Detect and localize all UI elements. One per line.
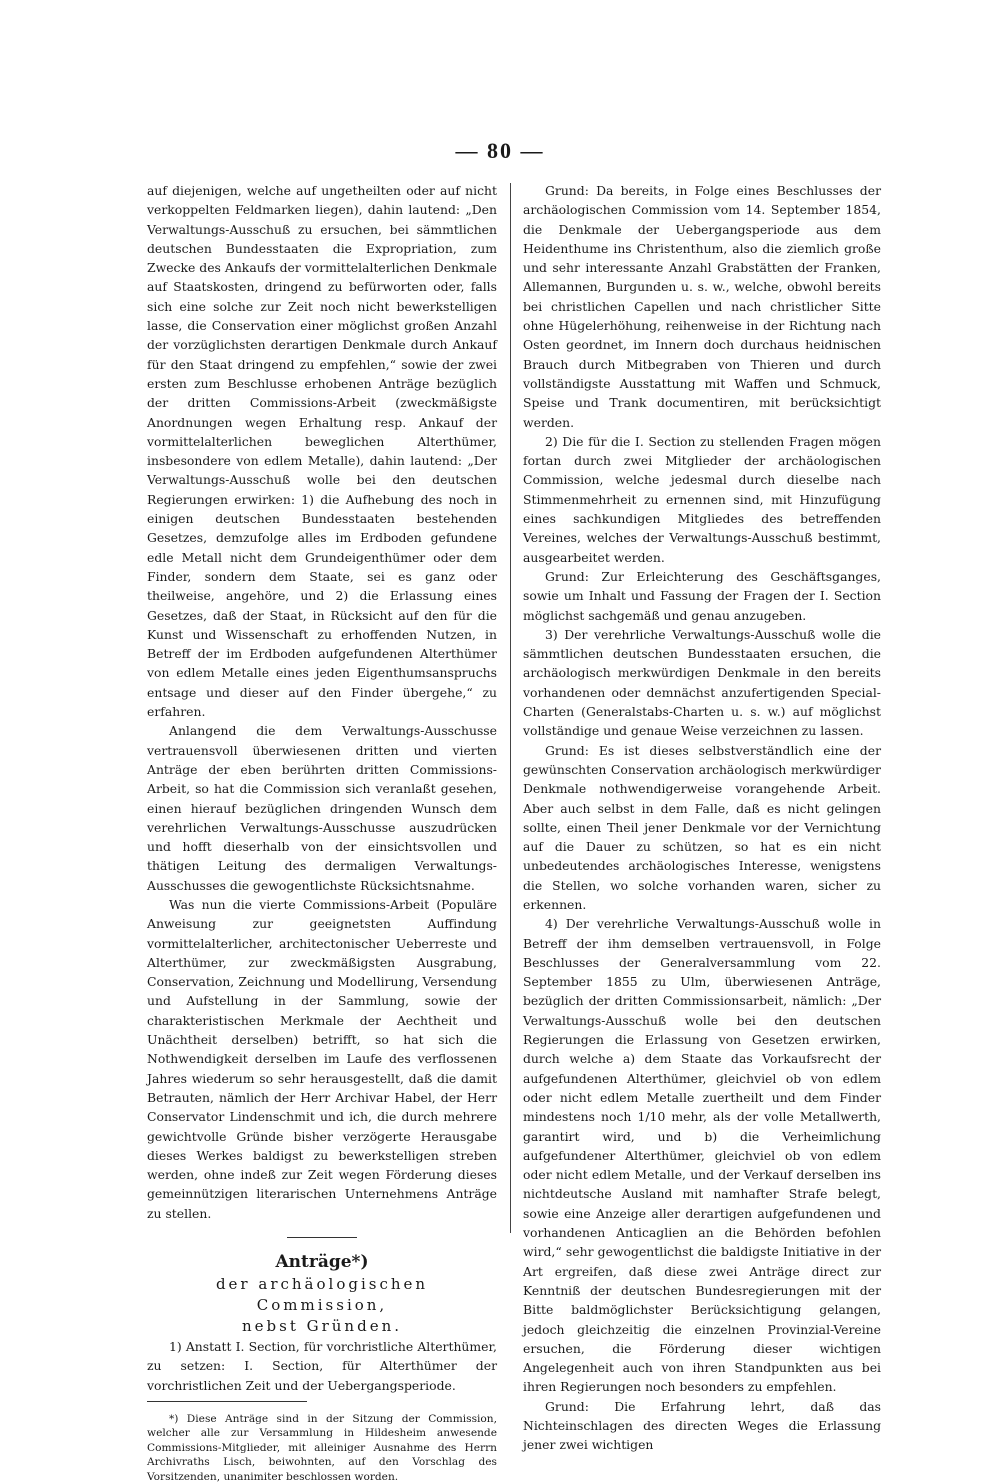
paragraph: Grund: Die Erfahrung lehrt, daß das Nichteinschlagen des directen Weges die Erlassung jener zwei wichtigen <box>523 1398 881 1453</box>
page-number: — 80 — <box>455 138 545 163</box>
motion-paragraph: 1) Anstatt I. Section, für vorchristliche Alterthümer, zu setzen: I. Section, für Alterthümer der vorchristlichen Zeit und der Uebergangsperiode. <box>147 1339 497 1393</box>
paragraph: 4) Der verehrliche Verwaltungs-Ausschuß wolle in Betreff der ihm demselben vertrauensvoll, in Folge Beschlusses der Generalversammlung vom 22. September 1855 zu Ulm, überwiesenen Anträge, bezüglich der dritten Commissionsarbeit, nämlich: „Der Verwaltungs-Ausschuß wolle bei den deutschen Regierungen die Erlassung von Gesetzen erwirken, durch welche a) dem Staate das Vorkaufsrecht der aufgefundenen Alterthümer, gleichviel ob von edlem oder nicht edlem Metalle zuertheilt und dem Finder mindestens noch 1/10 mehr, als der volle Metallwerth, garantirt wird, und b) die Verheimlichung aufgefundener Alterthümer, gleichviel ob von edlem oder nicht edlem Metalle, und der Verkauf derselben ins nichtdeutsche Ausland mit namhafter Strafe belegt, sowie eine Anzeige aller derartigen aufgefundenen und vorhandenen Anticaglien an die Behörden befohlen wird,“ sehr gewogentlichst die baldigste Initiative in der Art ergreifen, daß diese zwei Anträge direct zur Kenntniß der deutschen Bundesregierungen mit der Bitte baldmöglichster Berücksichtigung gelangen, jedoch gleichzeitig die einzelnen Provinzial-Vereine ersuchen, die Förderung dieser wichtigen Angelegenheit auch von ihren Standpunkten aus bei ihren Regierungen noch besonders zu empfehlen. <box>523 916 881 1395</box>
paragraph: Was nun die vierte Commissions-Arbeit (Populäre Anweisung zur geeignetsten Auffindung vormittelalterlicher, architectonischer Ueberreste und Alterthümer, zur zweckmäßigsten Ausgrabung, Conservation, Zeichnung und Modellirung, Versendung und Aufstellung in der Sammlung, sowie der charakteristischen Merkmale der Aechtheit und Unächtheit derselben) betrifft, so hat sich die Nothwendigkeit derselben im Laufe des verflossenen Jahres wiederum so sehr herausgestellt, daß die damit Betrauten, nämlich der Herr Archivar Habel, der Herr Conservator Lindenschmit und ich, die durch mehrere gewichtvolle Gründe bisher verzögerte Herausgabe dieses Werkes baldigst zu bewerkstelligen streben werden, ohne indeß zur Zeit wegen Förderung dieses gemeinnützigen literarischen Unternehmens Anträge zu stellen. <box>147 896 497 1221</box>
paragraph: 3) Der verehrliche Verwaltungs-Ausschuß wolle die sämmtlichen deutschen Bundesstaaten ersuchen, die archäologisch merkwürdigen Denkmale in den bereits vorhandenen oder demnächst anzufertigenden Special-Charten (Generalstabs-Charten u. s. w.) auf möglichst vollständige und genaue Weise verzeichnen zu lassen. <box>523 626 881 739</box>
section-separator <box>287 1237 357 1238</box>
section-subheading: der archäologischen Commission, <box>215 1275 429 1315</box>
section-heading: Anträge*) <box>275 1252 369 1273</box>
left-column <box>147 181 497 1484</box>
paragraph: 2) Die für die I. Section zu stellenden Fragen mögen fortan durch zwei Mitglieder der archäologischen Commission, welche jedesmal durch dieselbe nach Stimmenmehrheit zu ernennen sind, mit Hinzufügung eines sachkundigen Mitgliedes des betreffenden Vereines, welches der Verwaltungs-Ausschuß bestimmt, ausgearbeitet werden. <box>523 433 881 565</box>
footnote: *) Diese Anträge sind in der Sitzung der Commission, welcher alle zur Versammlung in Hildesheim anwesende Commissions-Mitglieder, mit alleiniger Ausnahme des Herrn Archivraths Lisch, beiwohnten, auf den Vorschlag des Vorsitzenden, unanimiter beschlossen worden. <box>147 1412 497 1483</box>
footnote-rule <box>147 1401 307 1402</box>
column-divider <box>510 183 511 1233</box>
paragraph: Grund: Es ist dieses selbstverständlich eine der gewünschten Conservation archäologisch merkwürdiger Denkmale nothwendigerweise vorangehende Arbeit. Aber auch selbst in dem Falle, daß es nicht gelingen sollte, einen Theil jener Denkmale vor der Vernichtung auf die Dauer zu schützen, so hat es ein nicht unbedeutendes archäologisches Interesse, wenigstens die Stellen, wo solche vorhanden waren, sicher zu erkennen. <box>523 742 881 912</box>
section-subheading: nebst Gründen. <box>241 1317 402 1336</box>
paragraph: Anlangend die dem Verwaltungs-Ausschusse vertrauensvoll überwiesenen dritten und vierten Anträge der eben berührten dritten Commissions-Arbeit, so hat die Commission sich veranlaßt gesehen, einen hierauf bezüglichen dringenden Wunsch dem verehrlichen Verwaltungs-Ausschusse auszudrücken und hofft dieserhalb von der einsichtsvollen und thätigen Leitung des dermaligen Verwaltungs-Ausschusses die gewogentlichste Rücksichtsnahme. <box>147 723 497 893</box>
right-column <box>523 181 881 1455</box>
paragraph: Grund: Zur Erleichterung des Geschäftsganges, sowie um Inhalt und Fassung der Fragen der I. Section möglichst sachgemäß und genau anzugeben. <box>523 568 881 623</box>
paragraph: auf diejenigen, welche auf ungetheilten oder auf nicht verkoppelten Feldmarken liegen), dahin lautend: „Den Verwaltungs-Ausschuß zu ersuchen, bei sämmtlichen deutschen Bundesstaaten die Expropriation, zum Zwecke des Ankaufs der vormittelalterlichen Denkmale auf Staatskosten, dringend zu befürworten oder, falls sich eine solche zur Zeit noch nicht bewerkstelligen lasse, die Conservation einer möglichst großen Anzahl der vorzüglichsten derartigen Denkmale durch Ankauf für den Staat dringend zu empfehlen,“ sowie der zwei ersten zum Beschlusse erhobenen Anträge bezüglich der dritten Commissions-Arbeit (zweckmäßigste Anordnungen wegen Erhaltung resp. Ankauf der vormittelalterlichen beweglichen Alterthümer, insbesondere von edlem Metalle), dahin lautend: „Der Verwaltungs-Ausschuß wolle bei den deutschen Regierungen erwirken: 1) die Aufhebung des noch in einigen deutschen Bundesstaaten bestehenden Gesetzes, demzufolge alles im Erdboden gefundene edle Metall nicht dem Grundeigenthümer oder dem Finder, sondern dem Staate, sei es ganz oder theilweise, angehöre, und 2) die Erlassung eines Gesetzes, daß der Staat, in Rücksicht auf den für die Kunst und Wissenschaft zu erhoffenden Nutzen, in Betreff der im Erdboden aufgefundenen Alterthümer von edlem Metalle eines jeden Eigenthumsanspruchs entsage und dieser auf den Finder übergehe,“ zu erfahren. <box>147 183 497 720</box>
paragraph: Grund: Da bereits, in Folge eines Beschlusses der archäologischen Commission vom 14. September 1854, die Denkmale der Uebergangsperiode aus dem Heidenthume ins Christenthum, also die ziemlich große und sehr interessante Anzahl Grabstätten der Franken, Allemannen, Burgunden u. s. w., welche, obwohl bereits bei christlichen Capellen und nach christlicher Sitte ohne Hügelerhöhung, reihenweise in der Richtung nach Osten geordnet, im Innern doch durchaus heidnischen Brauch durch Mitbegraben von Thieren und durch vollständigste Ausstattung mit Waffen und Schmuck, Speise und Trank documentiren, mit berücksichtigt werden. <box>523 183 881 430</box>
